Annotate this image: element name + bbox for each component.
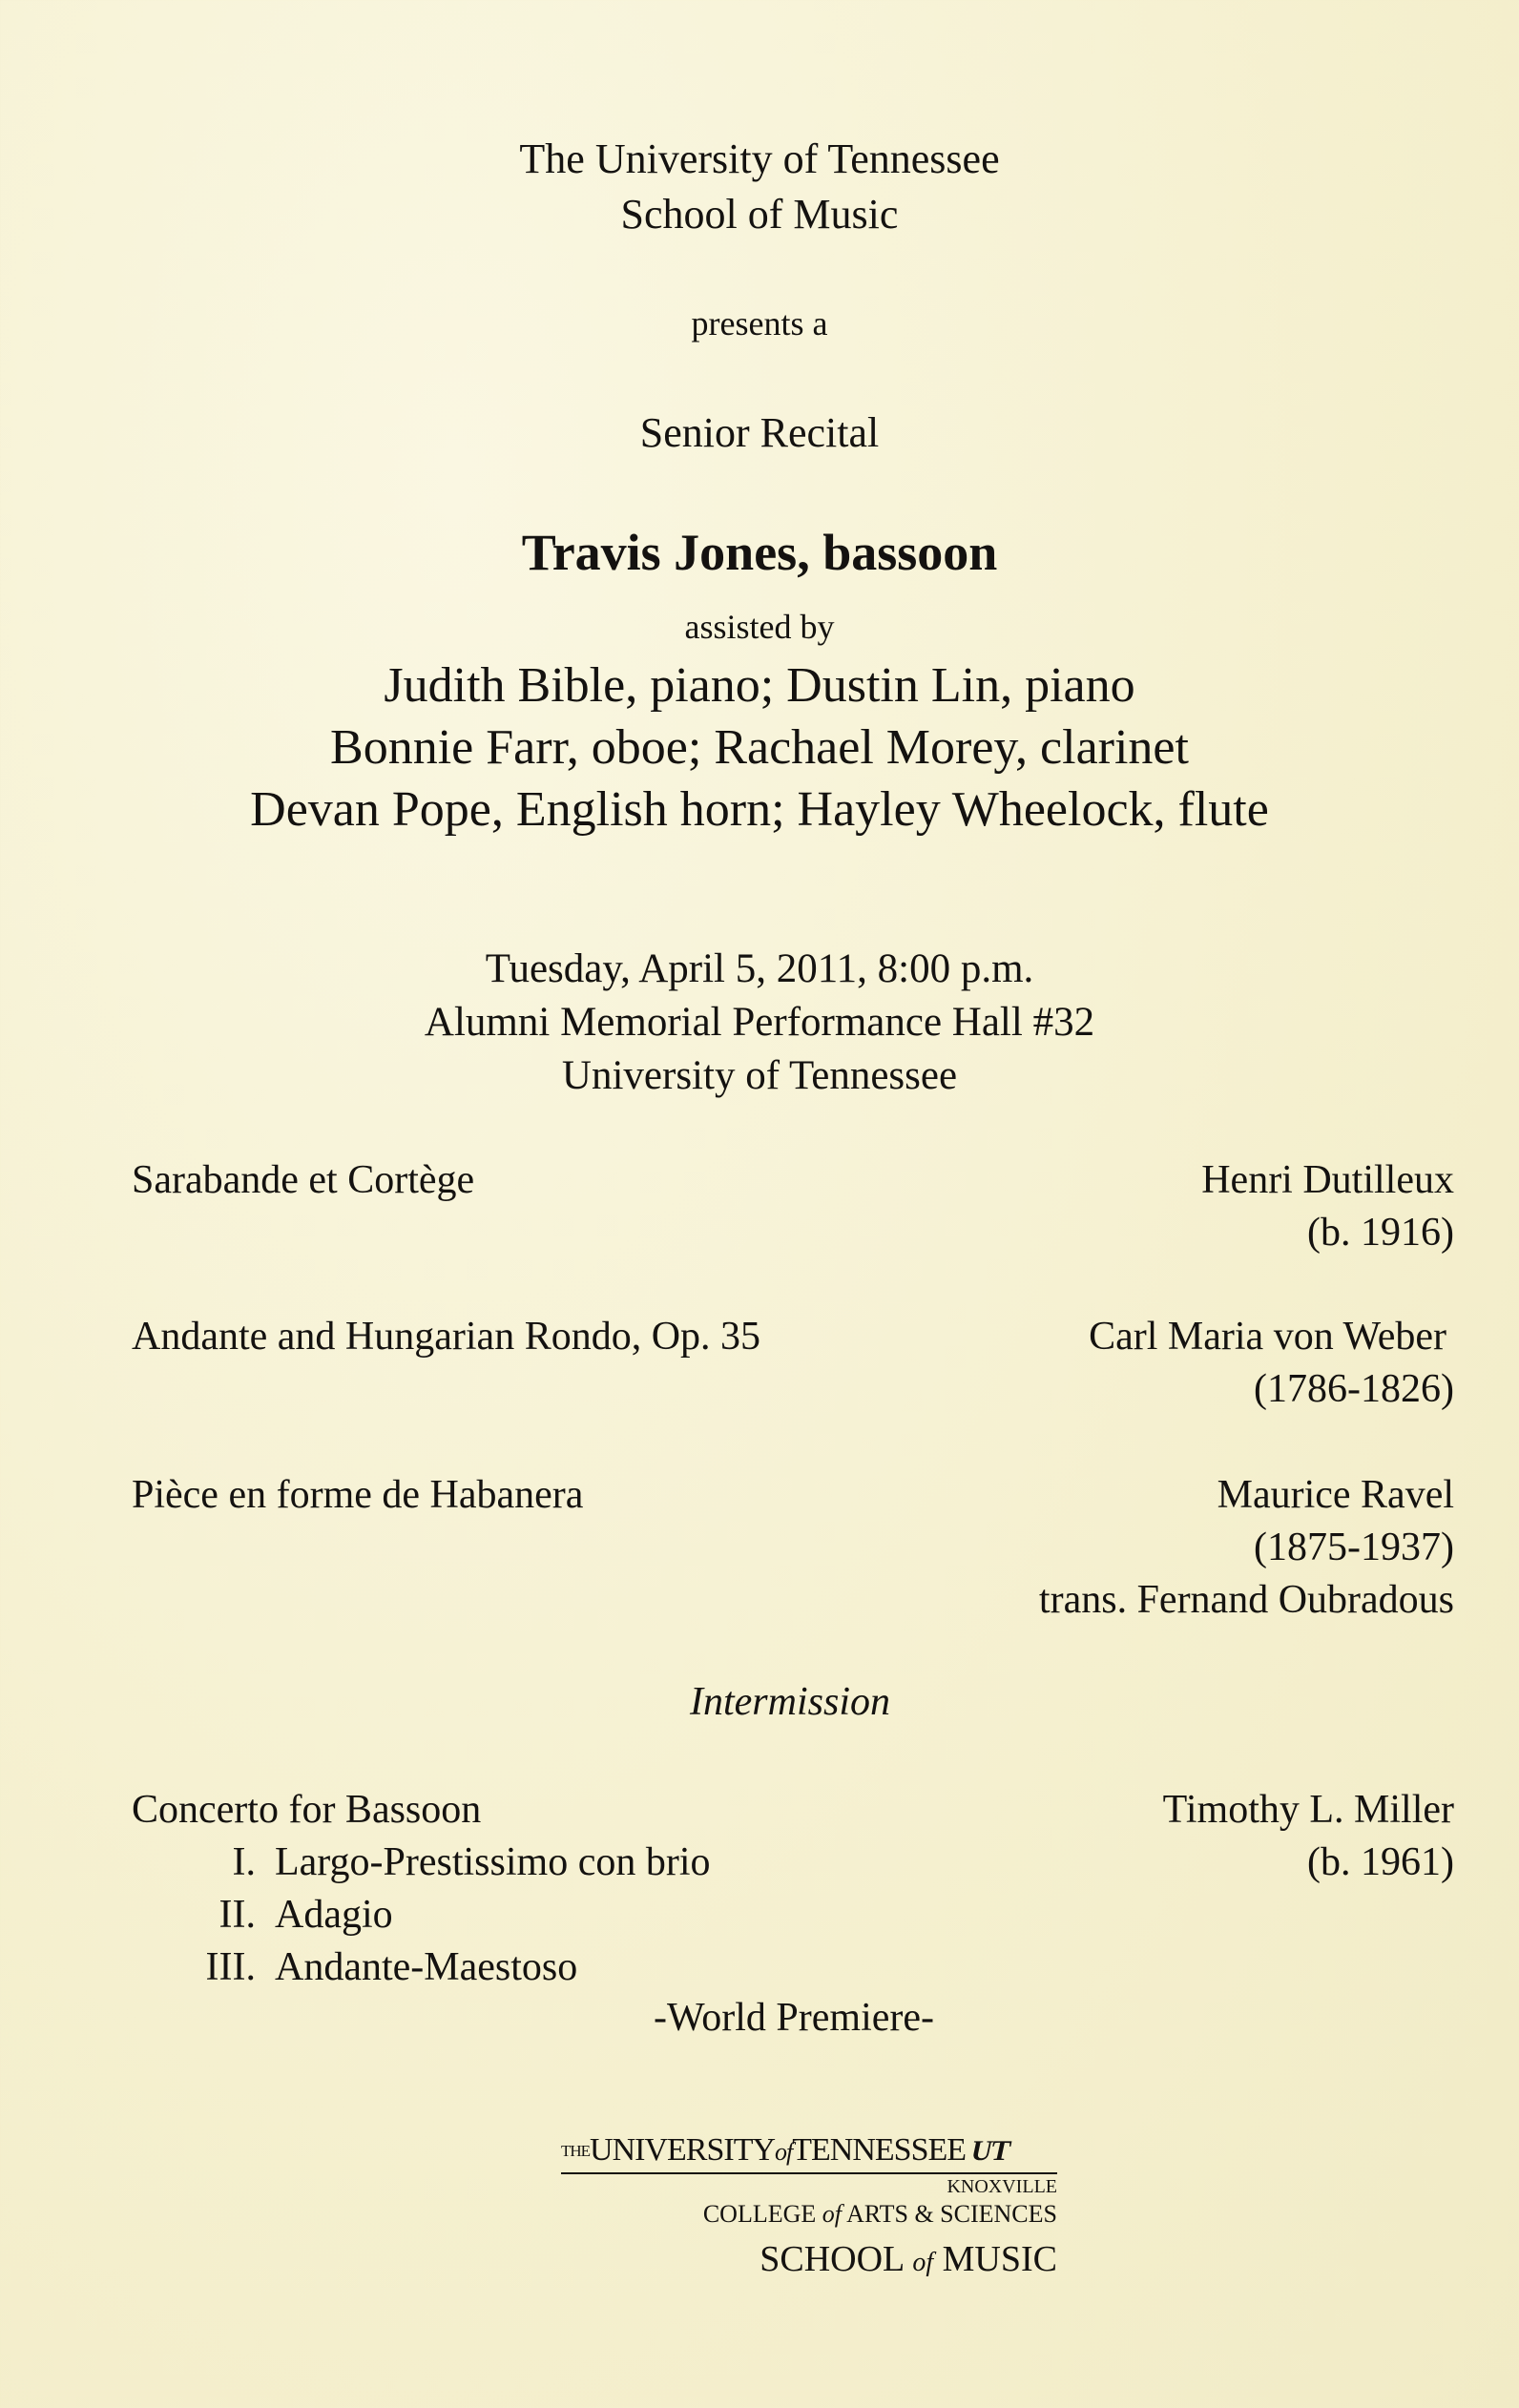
concerto-title: Concerto for Bassoon <box>132 1788 482 1832</box>
event-datetime: Tuesday, April 5, 2011, 8:00 p.m. <box>485 946 1034 991</box>
movement-number: I. <box>232 1840 256 1884</box>
movement-item <box>141 1837 711 1889</box>
logo-college: COLLEGE of ARTS & SCIENCES <box>702 2200 1057 2228</box>
movement-name: Andante-Maestoso <box>275 1945 578 1989</box>
composer-dates: (1875-1937) <box>1254 1526 1454 1569</box>
movement-number: III. <box>205 1945 256 1989</box>
composer-name: Maurice Ravel <box>1217 1473 1454 1517</box>
program-composer <box>1089 1311 1454 1416</box>
concerto-composer <box>1163 1784 1454 1889</box>
university-logo <box>561 2132 1057 2280</box>
event-venue: Alumni Memorial Performance Hall #32 <box>424 1000 1095 1045</box>
program-composer <box>1201 1154 1454 1259</box>
arranger: trans. Fernand Oubradous <box>1038 1578 1454 1622</box>
composer-name: Henri Dutilleux <box>1201 1158 1454 1202</box>
event-location: University of Tennessee <box>561 1053 958 1098</box>
logo-rule <box>561 2172 1057 2174</box>
logo-school: SCHOOL of MUSIC <box>760 2239 1057 2279</box>
movement-number: II. <box>218 1893 256 1937</box>
assistant-line: Judith Bible, piano; Dustin Lin, piano <box>384 658 1135 713</box>
composer-dates: (b. 1916) <box>1307 1211 1454 1255</box>
assistant-line: Devan Pope, English horn; Hayley Wheelock, flute <box>250 782 1269 837</box>
composer-name: Timothy L. Miller <box>1162 1788 1454 1832</box>
event-type: Senior Recital <box>639 409 880 456</box>
composer-name: Carl Maria von Weber <box>1089 1315 1446 1359</box>
program-title: Andante and Hungarian Rondo, Op. 35 <box>132 1315 761 1359</box>
movement-item <box>141 1941 711 1994</box>
logo-wordmark: THEUNIVERSITYofTENNESSEEUT <box>561 2132 1013 2168</box>
movement-name: Largo-Prestissimo con brio <box>275 1840 711 1884</box>
intermission-label: Intermission <box>690 1680 890 1724</box>
event-details <box>0 943 1519 1103</box>
ut-logo-icon: UT <box>968 2135 1013 2167</box>
logo-city: KNOXVILLE <box>947 2176 1057 2197</box>
assistants-list <box>0 654 1519 841</box>
composer-dates: (1786-1826) <box>1254 1367 1454 1411</box>
concerto-block <box>132 1784 711 1994</box>
performer-name: Travis Jones, bassoon <box>521 524 998 581</box>
presents-text: presents a <box>691 304 828 343</box>
assisted-by-label: assisted by <box>684 608 835 646</box>
movement-name: Adagio <box>275 1893 393 1937</box>
world-premiere-note: -World Premiere- <box>654 1996 934 2040</box>
composer-dates: (b. 1961) <box>1307 1840 1454 1884</box>
program-title: Sarabande et Cortège <box>132 1158 475 1202</box>
header-school: School of Music <box>620 191 899 238</box>
assistant-line: Bonnie Farr, oboe; Rachael Morey, clarinet <box>330 720 1189 775</box>
program-composer <box>1039 1469 1454 1627</box>
program-title: Pièce en forme de Habanera <box>132 1473 584 1517</box>
header-university: The University of Tennessee <box>519 135 1000 182</box>
movement-item <box>141 1889 711 1941</box>
